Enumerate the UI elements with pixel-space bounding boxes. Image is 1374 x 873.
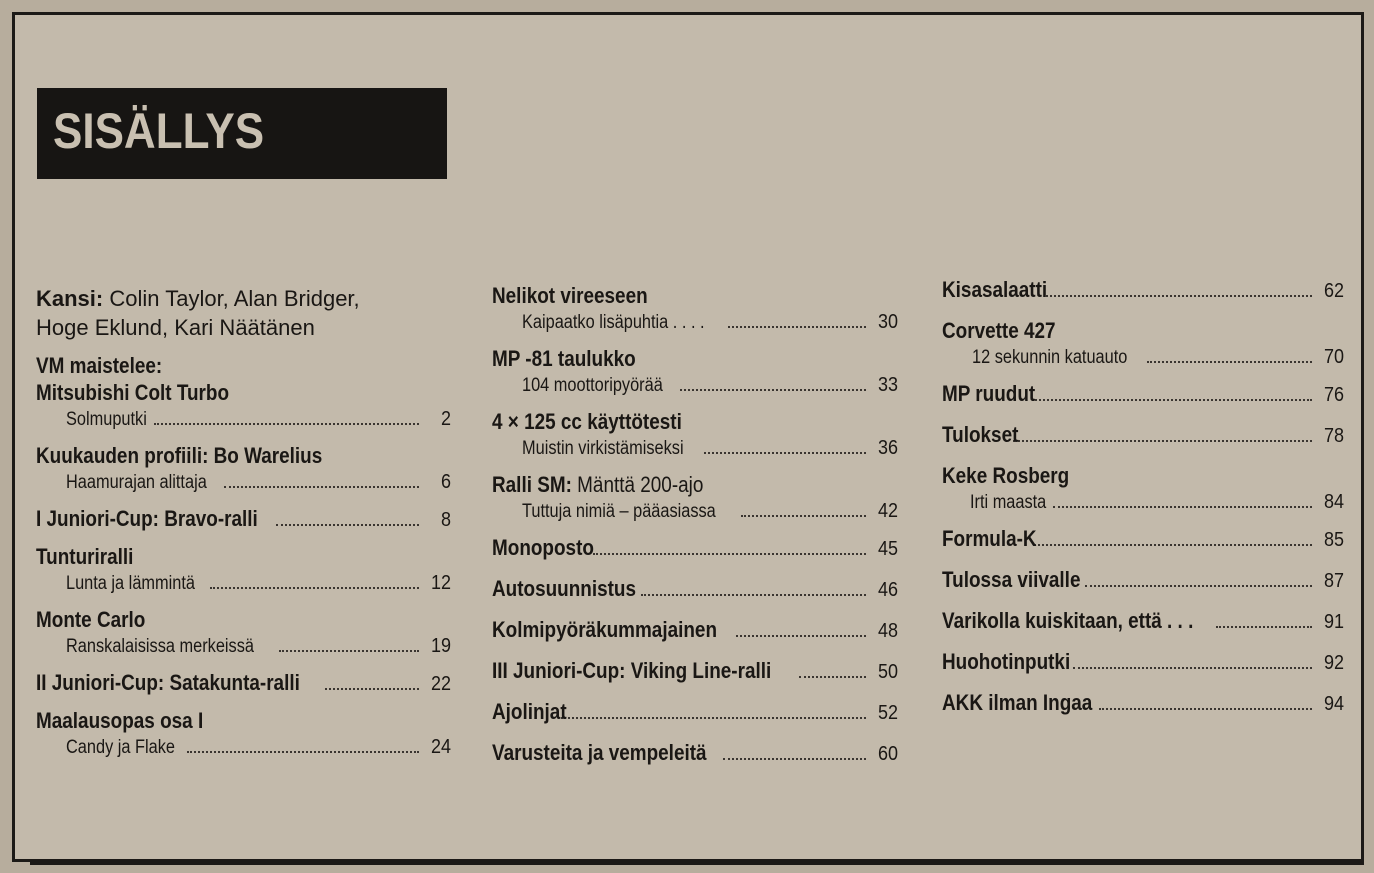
toc-entry[interactable]: [36, 543, 451, 597]
entry-heading: I Juniori-Cup: Bravo-ralli: [36, 506, 258, 531]
dot-leader: [736, 617, 866, 637]
page-title: SISÄLLYS: [53, 103, 265, 159]
dot-leader: [593, 535, 866, 555]
dot-leader: [210, 572, 419, 589]
dot-leader: [1147, 346, 1312, 363]
entry-heading: MP ruudut: [942, 381, 1036, 406]
entry-heading: Keke Rosberg: [942, 463, 1070, 488]
page-number: 87: [1323, 570, 1344, 592]
entry-heading: Mitsubishi Colt Turbo: [36, 380, 230, 405]
entry-heading: Ajolinjat: [492, 699, 567, 724]
page-number: 36: [877, 437, 898, 459]
entry-heading: Varikolla kuiskitaan, että . . .: [942, 608, 1194, 633]
dot-leader: [1216, 608, 1312, 628]
entry-heading: [492, 471, 841, 498]
dot-leader: [1085, 567, 1312, 587]
page-number: 33: [877, 374, 898, 396]
entry-heading: Tunturiralli: [36, 544, 134, 569]
dot-leader: [561, 699, 866, 719]
toc-entry[interactable]: [942, 317, 1344, 371]
dot-leader: [641, 576, 866, 596]
title-banner: [37, 88, 447, 179]
entry-heading: AKK ilman Ingaa: [942, 690, 1093, 715]
toc-entry[interactable]: [36, 669, 451, 698]
cover-text-2: Hoge Eklund, Kari Näätänen: [36, 315, 315, 340]
toc-column-3: [942, 276, 1344, 727]
dot-leader: [187, 736, 419, 753]
entry-heading-normal: Mänttä 200-ajo: [571, 472, 704, 497]
entry-heading: Varusteita ja vempeleitä: [492, 740, 707, 765]
toc-entry[interactable]: [492, 575, 898, 604]
toc-entry[interactable]: [492, 345, 898, 399]
page-number: 85: [1323, 529, 1344, 551]
cover-text-1: Colin Taylor, Alan Bridger,: [103, 286, 360, 311]
entry-heading: MP -81 taulukko: [492, 346, 636, 371]
entry-subtitle: 104 moottoripyörää: [522, 375, 663, 396]
toc-column-2: [492, 282, 898, 777]
entry-subtitle: Haamurajan alittaja: [66, 472, 207, 493]
page-number: 45: [877, 538, 898, 560]
entry-heading: Kuukauden profiili: Bo Warelius: [36, 443, 323, 468]
entry-subtitle: Irti maasta: [970, 492, 1047, 513]
toc-entry[interactable]: [492, 282, 898, 336]
entry-heading: Nelikot vireeseen: [492, 283, 648, 308]
entry-subtitle: Kaipaatko lisäpuhtia . . . .: [522, 312, 705, 333]
entry-subtitle: Lunta ja lämmintä: [66, 573, 195, 594]
dot-leader: [1046, 277, 1312, 297]
entry-subtitle: Ranskalaisissa merkeissä: [66, 636, 254, 657]
page-number: 46: [877, 579, 898, 601]
dot-leader: [680, 374, 866, 391]
page-number: 50: [877, 661, 898, 683]
entry-heading: Monoposto: [492, 535, 594, 560]
frame-shadow: [30, 862, 1364, 865]
page-number: 22: [430, 673, 451, 695]
cover-credit: [36, 284, 451, 342]
dot-leader: [704, 437, 866, 454]
dot-leader: [279, 635, 419, 652]
toc-entry[interactable]: [492, 471, 898, 525]
dot-leader: [723, 740, 866, 760]
page-number: 52: [877, 702, 898, 724]
page-number: 30: [877, 311, 898, 333]
page-number: 84: [1323, 491, 1344, 513]
entry-heading: 4 × 125 cc käyttötesti: [492, 409, 682, 434]
dot-leader: [1013, 422, 1312, 442]
toc-entry[interactable]: [942, 421, 1344, 450]
dot-leader: [1034, 526, 1312, 546]
toc-entry[interactable]: [492, 616, 898, 645]
page-number: 76: [1323, 384, 1344, 406]
entry-heading: III Juniori-Cup: Viking Line-ralli: [492, 658, 772, 683]
dot-leader: [154, 408, 419, 425]
entry-heading: Formula-K: [942, 526, 1037, 551]
toc-entry[interactable]: [492, 657, 898, 686]
toc-entry[interactable]: [36, 442, 451, 496]
toc-entry[interactable]: [492, 739, 898, 768]
entry-heading: VM maistelee:: [36, 353, 163, 378]
toc-column-1: [36, 284, 451, 770]
toc-entry[interactable]: [942, 525, 1344, 554]
dot-leader: [1032, 381, 1312, 401]
page-number: 48: [877, 620, 898, 642]
page-number: 24: [430, 736, 451, 758]
toc-entry[interactable]: [492, 534, 898, 563]
toc-entry[interactable]: [36, 352, 451, 433]
page-number: 62: [1323, 280, 1344, 302]
entry-heading: Kisasalaatti: [942, 277, 1048, 302]
page-number: 42: [877, 500, 898, 522]
toc-entry[interactable]: [942, 566, 1344, 595]
toc-entry[interactable]: [942, 648, 1344, 677]
entry-subtitle: Tuttuja nimiä – pääasiassa: [522, 501, 716, 522]
dot-leader: [1053, 491, 1312, 508]
entry-heading-bold: Ralli SM:: [492, 472, 572, 497]
entry-heading: Tulokset: [942, 422, 1019, 447]
page-number: 70: [1323, 346, 1344, 368]
page-number: 19: [430, 635, 451, 657]
toc-entry[interactable]: [492, 698, 898, 727]
entry-heading: Kolmipyöräkummajainen: [492, 617, 718, 642]
entry-heading: Corvette 427: [942, 318, 1056, 343]
toc-entry[interactable]: [942, 689, 1344, 718]
toc-entry[interactable]: [36, 505, 451, 534]
entry-subtitle: Muistin virkistämiseksi: [522, 438, 684, 459]
cover-sep: :: [95, 286, 104, 311]
page-number: 2: [440, 408, 451, 430]
entry-heading: Maalausopas osa I: [36, 708, 204, 733]
page-number: 6: [440, 471, 451, 493]
page-number: 78: [1323, 425, 1344, 447]
toc-entry[interactable]: [492, 408, 898, 462]
dot-leader: [741, 500, 866, 517]
entry-heading: II Juniori-Cup: Satakunta-ralli: [36, 670, 300, 695]
entry-heading: Monte Carlo: [36, 607, 146, 632]
dot-leader: [799, 658, 866, 678]
dot-leader: [728, 311, 866, 328]
toc-entry[interactable]: [942, 607, 1344, 636]
entry-heading: Huohotinputki: [942, 649, 1071, 674]
cover-label: Kansi: [36, 286, 96, 311]
page-number: 91: [1323, 611, 1344, 633]
entry-heading: Tulossa viivalle: [942, 567, 1081, 592]
dot-leader: [1099, 690, 1312, 710]
dot-leader: [224, 471, 419, 488]
page-number: 8: [440, 509, 451, 531]
dot-leader: [325, 670, 419, 690]
dot-leader: [1073, 649, 1312, 669]
entry-subtitle: Candy ja Flake: [66, 737, 175, 758]
toc-entry[interactable]: [942, 462, 1344, 516]
page-number: 60: [877, 743, 898, 765]
entry-subtitle: 12 sekunnin katuauto: [972, 347, 1128, 368]
dot-leader: [276, 506, 419, 526]
toc-entry[interactable]: [36, 606, 451, 660]
toc-entry[interactable]: [942, 380, 1344, 409]
toc-entry[interactable]: [942, 276, 1344, 305]
page-number: 92: [1323, 652, 1344, 674]
entry-heading: Autosuunnistus: [492, 576, 636, 601]
page-number: 12: [430, 572, 451, 594]
page-number: 94: [1323, 693, 1344, 715]
entry-subtitle: Solmuputki: [66, 409, 147, 430]
toc-entry[interactable]: [36, 707, 451, 761]
